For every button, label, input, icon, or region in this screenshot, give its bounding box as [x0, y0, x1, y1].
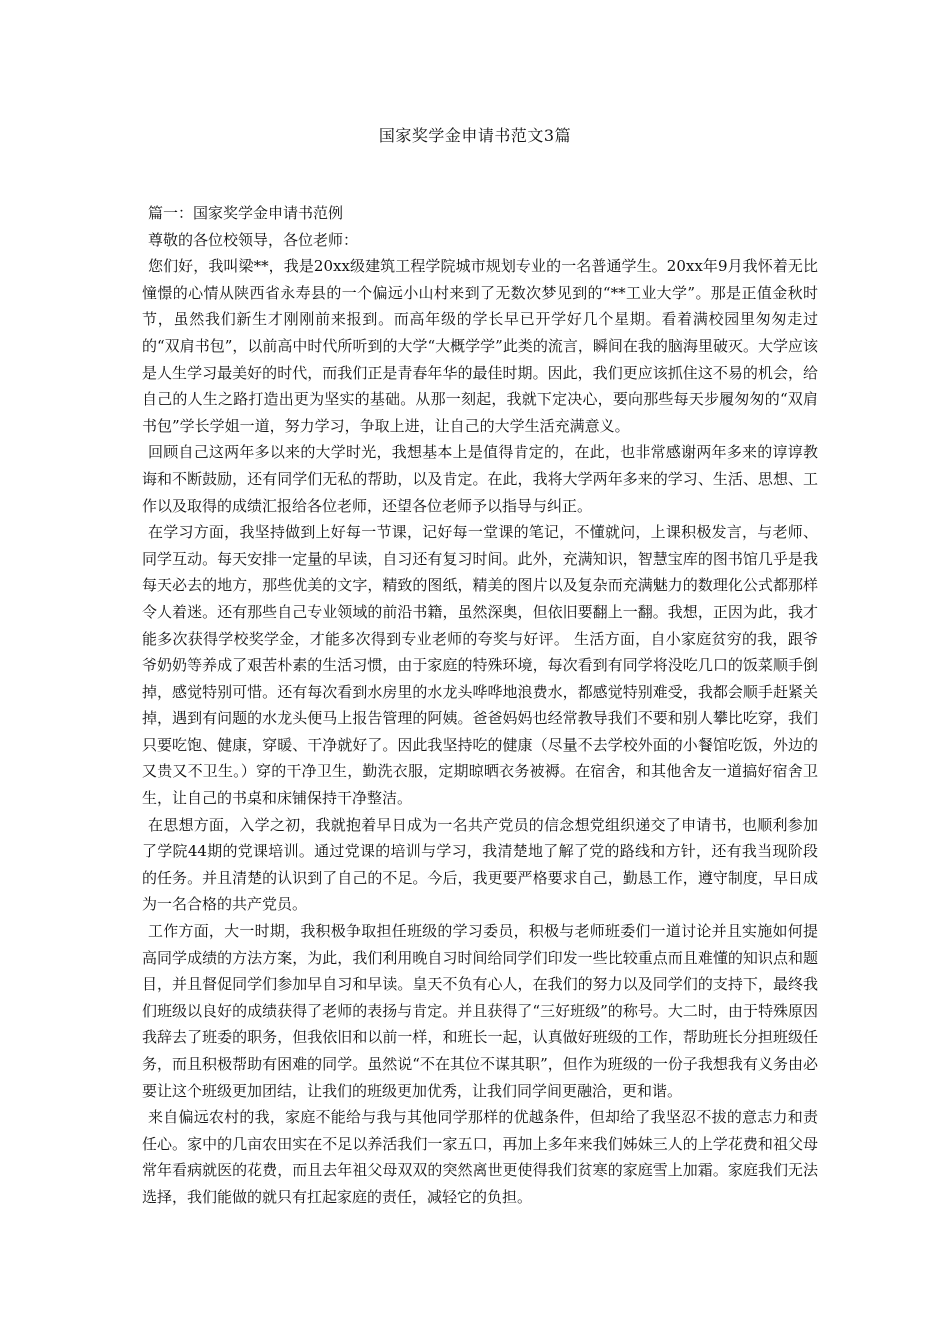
paragraph-review: 回顾自己这两年多以来的大学时光，我想基本上是值得肯定的，在此，也非常感谢两年多来的谆谆教诲和不断鼓励，还有同学们无私的帮助，以及肯定。在此，我将大学两年多来的学习、生活、思想、工作以及取得的成绩汇报给各位老师，还望各位老师予以指导与纠正。: [142, 443, 818, 515]
paragraph-study-and-life: 在学习方面，我坚持做到上好每一节课，记好每一堂课的笔记，不懂就问，上课积极发言，与老师、同学互动。每天安排一定量的早读，自习还有复习时间。此外，充满知识，智慧宝库的图书馆几乎是我每天必去的地方，那些优美的文字，精致的图纸，精美的图片以及复杂而充满魅力的数理化公式都那样令人着迷。还有那些自己专业领域的前沿书籍，虽然深奥，但依旧要翻上一翻。我想，正因为此，我才能多次获得学校奖学金，才能多次得到专业老师的夸奖与好评。 生活方面，自小家庭贫穷的我，跟爷爷奶奶等养成了艰苦朴素的生活习惯，由于家庭的特殊环境，每次看到有同学将没吃几口的饭菜顺手倒掉，感觉特别可惜。还有每次看到水房里的水龙头哗哗地浪费水，都感觉特别难受，我都会顺手赶紧关掉，遇到有问题的水龙头便马上报告管理的阿姨。爸爸妈妈也经常教导我们不要和别人攀比吃穿，我们只要吃饱、健康，穿暖、干净就好了。因此我坚持吃的健康（尽量不去学校外面的小餐馆吃饭，外边的又贵又不卫生。）穿的干净卫生，勤洗衣服，定期晾晒衣务被褥。在宿舍，和其他舍友一道搞好宿舍卫生，让自己的书桌和床铺保持干净整洁。: [142, 523, 818, 808]
paragraph-introduction: 您们好，我叫梁**，我是20xx级建筑工程学院城市规划专业的一名普通学生。20xx年9月我怀着无比憧憬的心情从陕西省永寿县的一个偏远小山村来到了无数次梦见到的“**工业大学”。那是正值金秋时节，虽然我们新生才刚刚前来报到。而高年级的学长早已开学好几个星期。看着满校园里匆匆走过的“双肩书包”，以前高中时代所听到的大学“大概学学”此类的流言，瞬间在我的脑海里破灭。大学应该是人生学习最美好的时代，而我们正是青春年华的最佳时期。因此，我们更应该抓住这不易的机会，给自己的人生之路打造出更为坚实的基础。从那一刻起，我就下定决心，要向那些每天步履匆匆的“双肩书包”学长学姐一道，努力学习，争取上进，让自己的大学生活充满意义。: [142, 257, 818, 435]
salutation: 尊敬的各位校领导，各位老师：: [148, 230, 359, 249]
paragraph-family: 来自偏远农村的我，家庭不能给与我与其他同学那样的优越条件，但却给了我坚忍不拔的意志力和责任心。家中的几亩农田实在不足以养活我们一家五口，再加上多年来我们姊妹三人的上学花费和祖父母常年看病就医的花费，而且去年祖父母双双的突然离世更使得我们贫寒的家庭雪上加霜。家庭我们无法选择，我们能做的就只有扛起家庭的责任，减轻它的负担。: [142, 1108, 818, 1206]
document-title: 国家奖学金申请书范文3篇: [378, 126, 572, 145]
section-heading: 篇一：国家奖学金申请书范例: [148, 204, 344, 222]
paragraph-work: 工作方面，大一时期，我积极争取担任班级的学习委员，积极与老师班委们一道讨论并且实施如何提高同学成绩的方法方案，为此，我们利用晚自习时间给同学们印发一些比较重点而且难懂的知识点和题目，并且督促同学们参加早自习和早读。皇天不负有心人，在我们的努力以及同学们的支持下，最终我们班级以良好的成绩获得了老师的表扬与肯定。并且获得了“三好班级”的称号。大二时，由于特殊原因我辞去了班委的职务，但我依旧和以前一样，和班长一起，认真做好班级的工作，帮助班长分担班级任务，而且积极帮助有困难的同学。虽然说“不在其位不谋其职”，但作为班级的一份子我想我有义务由必要让这个班级更加团结，让我们的班级更加优秀，让我们同学间更融洽，更和谐。: [142, 922, 818, 1100]
paragraph-ideology: 在思想方面，入学之初，我就抱着早日成为一名共产党员的信念想党组织递交了申请书，也顺利参加了学院44期的党课培训。通过党课的培训与学习，我清楚地了解了党的路线和方针，还有我当现阶段的任务。并且清楚的认识到了自己的不足。今后，我更要严格要求自己，勤恳工作，遵守制度，早日成为一名合格的共产党员。: [142, 815, 818, 914]
document-body: [142, 200, 818, 1211]
